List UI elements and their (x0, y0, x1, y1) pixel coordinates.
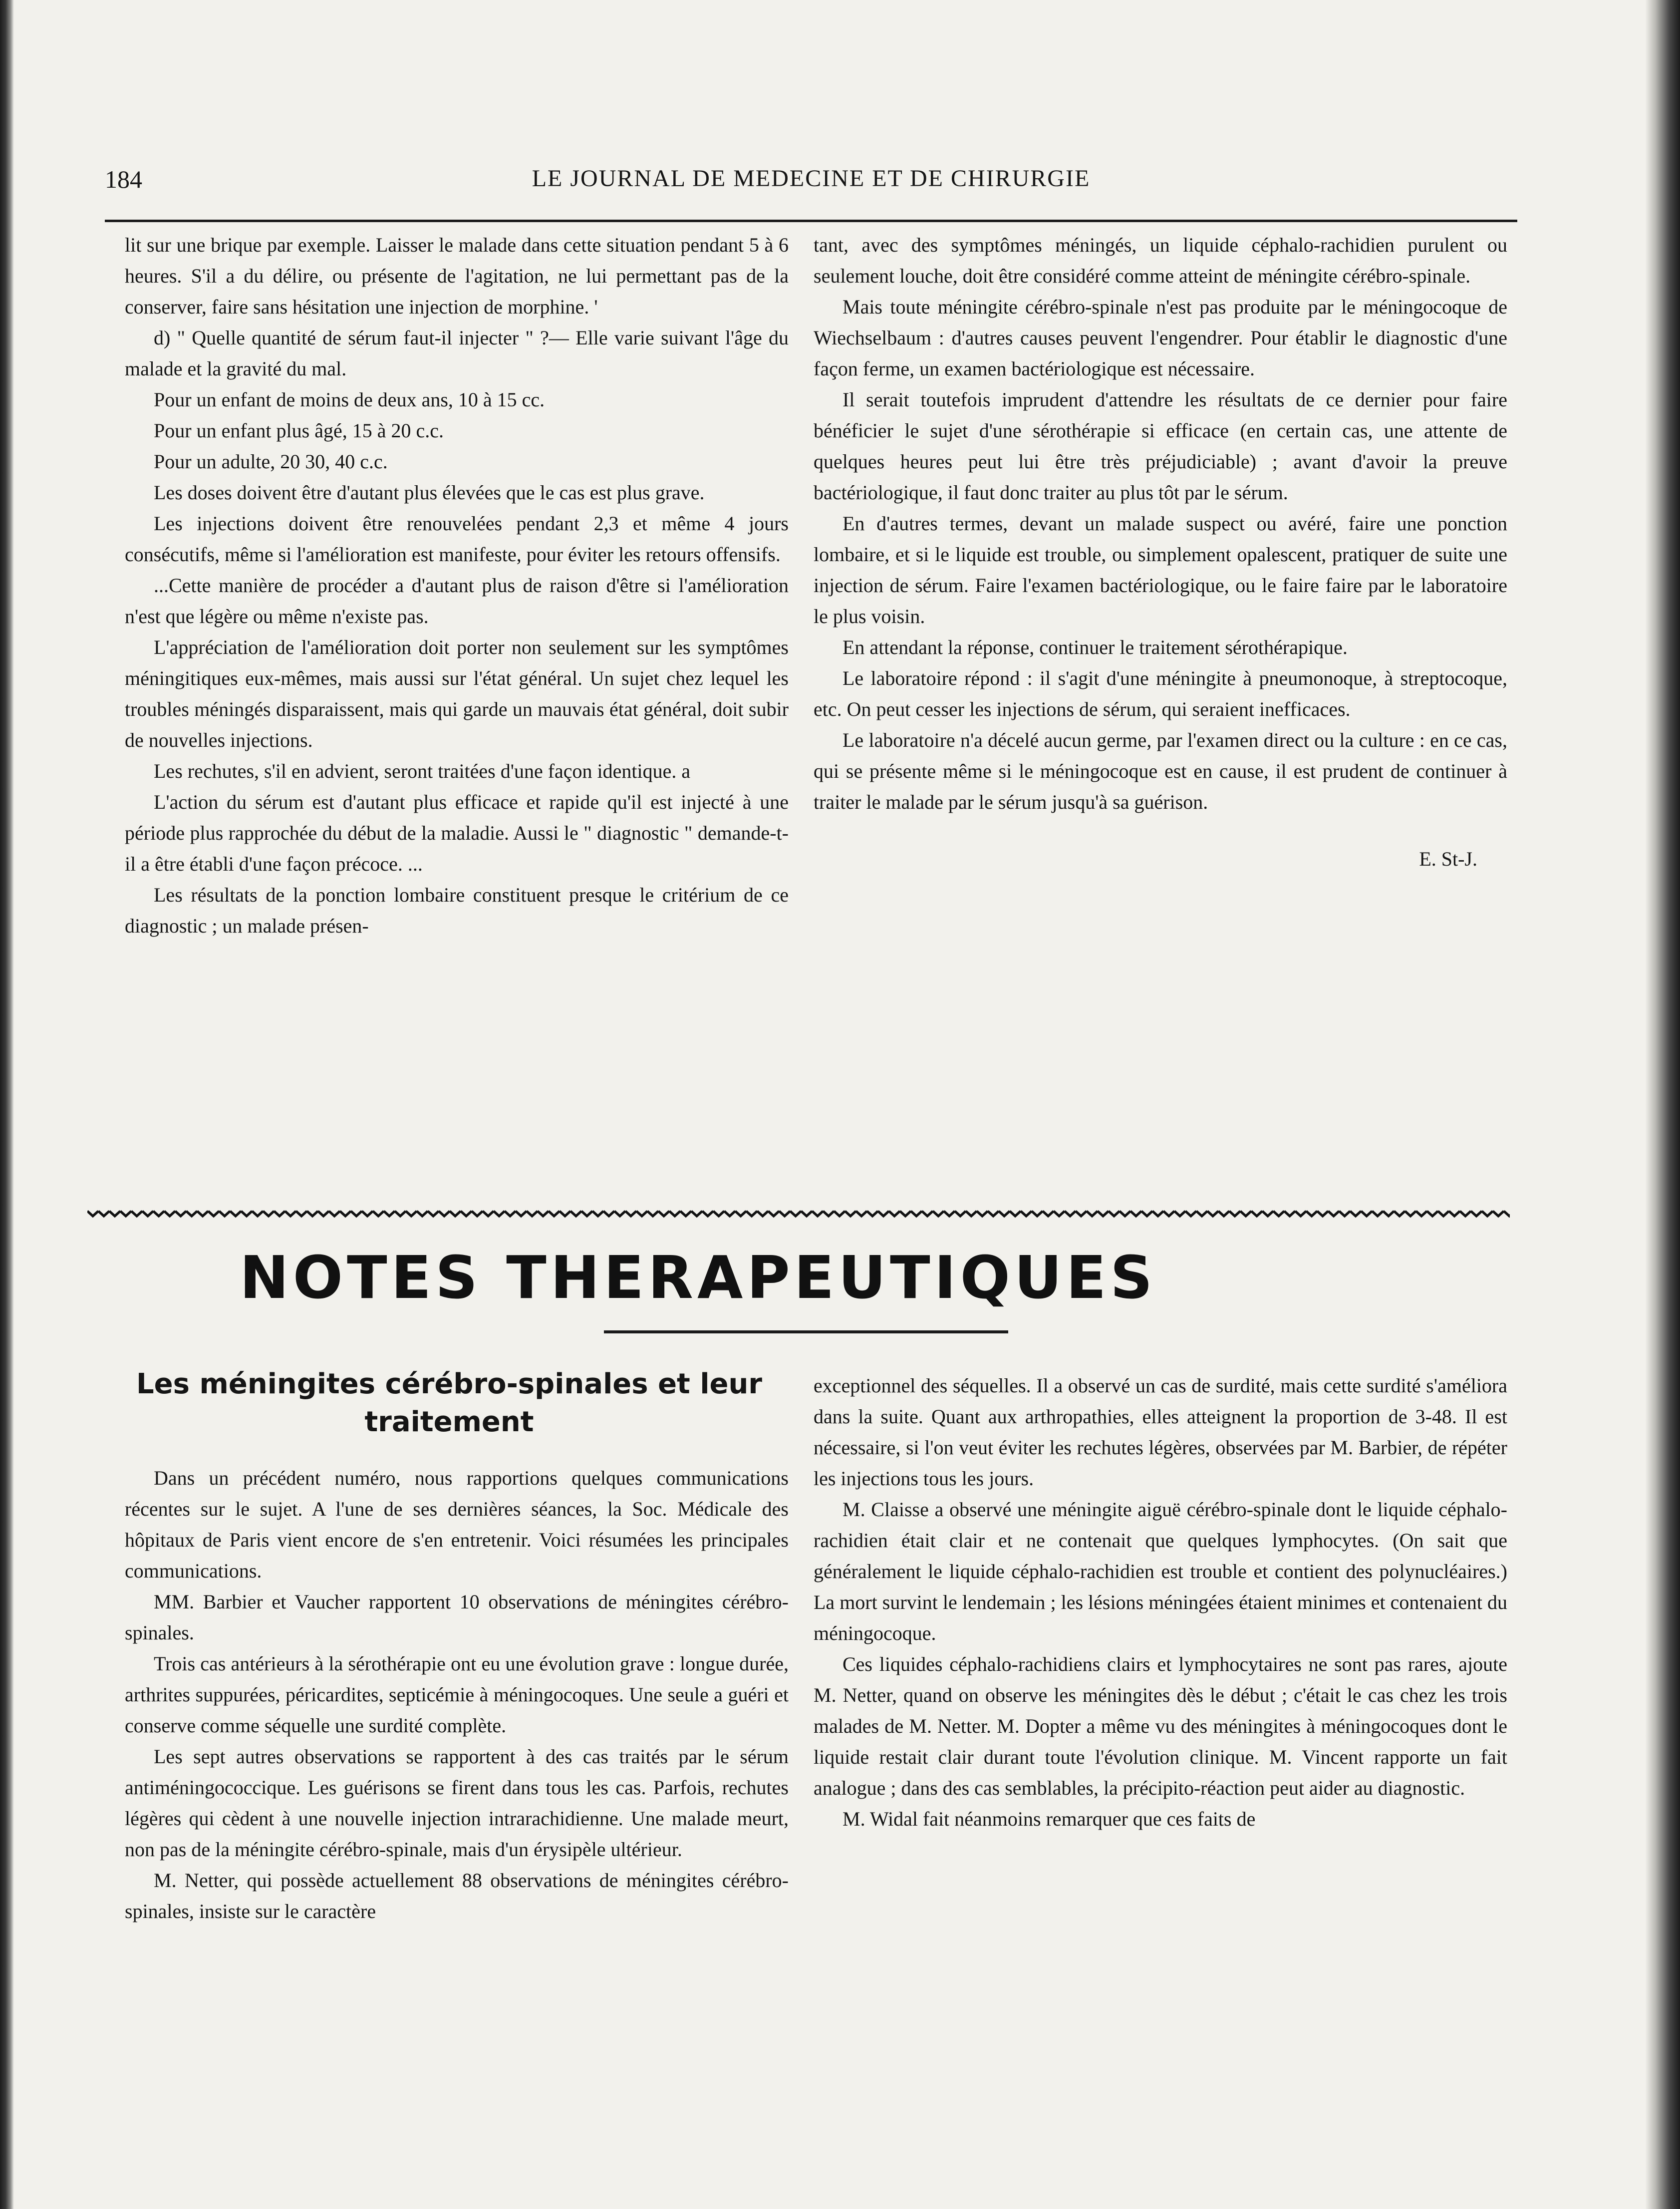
paragraph: En attendant la réponse, continuer le traitement sérothérapique. (842, 636, 1348, 658)
paragraph: M. Widal fait néanmoins remarquer que ces faits de (842, 1808, 1256, 1830)
top-left-column (125, 230, 789, 942)
dosage-line: Pour un enfant plus âgé, 15 à 20 c.c. (154, 419, 444, 442)
section-title-underline (604, 1330, 1008, 1333)
paragraph: M. Claisse a observé une méningite aiguë cérébro-spinale dont le liquide céphalo-rachidien était clair et ne contenait que quelques lymphocytes. (On sait que généralement le liquide céphalo-rachidien est trouble et contient des polynucléaires.) La mort survint le lendemain ; les lésions méningées étaient minimes et contenaient du méningocoque. (814, 1498, 1507, 1644)
paragraph: L'action du sérum est d'autant plus efficace et rapide qu'il est injecté à une période plus rapprochée du début de la maladie. Aussi le " diagnostic " demande-t-il a être établi d'une façon précoce. ... (125, 791, 789, 875)
author-signature: E. St-J. (1419, 848, 1477, 870)
paragraph: Les résultats de la ponction lombaire constituent presque le critérium de ce diagnostic ; un malade présen- (125, 884, 789, 937)
page-number: 184 (105, 165, 142, 193)
paragraph: M. Netter, qui possède actuellement 88 observations de méningites cérébro-spinales, insiste sur le caractère (125, 1869, 789, 1922)
dosage-line: Pour un adulte, 20 30, 40 c.c. (154, 450, 388, 473)
journal-title: LE JOURNAL DE MEDECINE ET DE CHIRURGIE (532, 165, 1091, 192)
paragraph: MM. Barbier et Vaucher rapportent 10 observations de méningites cérébro-spinales. (125, 1590, 789, 1644)
paragraph: lit sur une brique par exemple. Laisser le malade dans cette situation pendant 5 à 6 heures. S'il a du délire, ou présente de l'agitation, ne lui permettant pas de la conserver, faire sans hésitation une injection de morphine. ' (125, 234, 789, 318)
bottom-left-column (125, 1463, 789, 1927)
paragraph: exceptionnel des séquelles. Il a observé un cas de surdité, mais cette surdité s'améliora dans la suite. Quant aux arthropathies, elles atteignent la proportion de 3-48. Il est nécessaire, si l'on veut éviter les rechutes légères, observées par M. Barbier, de répéter les injections tous les jours. (814, 1374, 1507, 1490)
paragraph: Le laboratoire n'a décelé aucun germe, par l'examen direct ou la culture : en ce cas, qui se présente même si le méningocoque est en cause, il est prudent de continuer à traiter le malade par le sérum jusqu'à sa guérison. (814, 729, 1507, 813)
scan-edge-left (0, 0, 14, 2209)
paragraph: Ces liquides céphalo-rachidiens clairs et lymphocytaires ne sont pas rares, ajoute M. Netter, quand on observe les méningites dès le début ; c'était le cas chez les trois malades de M. Netter. M. Dopter a même vu des méningites à méningocoques dont le liquide restait clair durant toute l'évolution clinique. M. Vincent rapporte un fait analogue ; dans des cas semblables, la précipito-réaction peut aider au diagnostic. (814, 1653, 1507, 1799)
article-title: Les méningites cérébro-spinales et leur traitement (136, 1368, 762, 1438)
header-rule (105, 220, 1517, 222)
section-title: NOTES THERAPEUTIQUES (240, 1243, 1157, 1312)
paragraph: En d'autres termes, devant un malade suspect ou avéré, faire une ponction lombaire, et si le liquide est trouble, ou simplement opalescent, pratiquer de suite une injection de sérum. Faire l'examen bactériologique, ou le faire faire par le laboratoire le plus voisin. (814, 512, 1507, 628)
paragraph: Les doses doivent être d'autant plus élevées que le cas est plus grave. (154, 481, 705, 504)
paragraph: Il serait toutefois imprudent d'attendre les résultats de ce dernier pour faire bénéficier le sujet d'une sérothérapie si efficace (en certain cas, une attente de quelques heures peut lui être très préjudiciable) ; avant d'avoir la preuve bactériologique, il faut donc traiter au plus tôt par le sérum. (814, 388, 1507, 504)
paragraph: tant, avec des symptômes méningés, un liquide céphalo-rachidien purulent ou seulement louche, doit être considéré comme atteint de méningite cérébro-spinale. (814, 234, 1507, 287)
paragraph: Dans un précédent numéro, nous rapportions quelques communications récentes sur le sujet. A l'une de ses dernières séances, la Soc. Médicale des hôpitaux de Paris vient encore de s'en entretenir. Voici résumées les principales communications. (125, 1467, 789, 1582)
paragraph: Les rechutes, s'il en advient, seront traitées d'une façon identique. a (154, 760, 691, 782)
page-header (105, 165, 1517, 200)
paragraph: Mais toute méningite cérébro-spinale n'est pas produite par le méningocoque de Wiechselbaum : d'autres causes peuvent l'engendrer. Pour établir le diagnostic d'une façon ferme, un examen bactériologique est nécessaire. (814, 296, 1507, 380)
top-right-column (814, 230, 1507, 875)
paragraph: Les injections doivent être renouvelées pendant 2,3 et même 4 jours consécutifs, même si l'amélioration est manifeste, pour éviter les retours offensifs. (125, 512, 789, 566)
paragraph: ...Cette manière de procéder a d'autant plus de raison d'être si l'amélioration n'est que légère ou même n'existe pas. (125, 574, 789, 628)
paragraph: L'appréciation de l'amélioration doit porter non seulement sur les symptômes méningitiques eux-mêmes, mais aussi sur l'état général. Un sujet chez lequel les troubles méningés disparaissent, mais qui garde un mauvais état général, doit subir de nouvelles injections. (125, 636, 789, 751)
dosage-line: Pour un enfant de moins de deux ans, 10 à 15 cc. (154, 388, 545, 411)
paragraph: Trois cas antérieurs à la sérothérapie ont eu une évolution grave : longue durée, arthrites suppurées, péricardites, septicémie à méningocoques. Une seule a guéri et conserve comme séquelle une surdité complète. (125, 1652, 789, 1737)
paragraph: Les sept autres observations se rapportent à des cas traités par le sérum antiméningococcique. Les guérisons se firent dans tous les cas. Parfois, rechutes légères qui cèdent à une nouvelle injection intrarachidienne. Une malade meurt, non pas de la méningite cérébro-spinale, mais d'un érysipèle ultérieur. (125, 1745, 789, 1861)
scan-edge-right (1645, 0, 1680, 2209)
paragraph: Le laboratoire répond : il s'agit d'une méningite à pneumonoque, à streptocoque, etc. On peut cesser les injections de sérum, qui seraient inefficaces. (814, 667, 1507, 720)
paragraph: d) " Quelle quantité de sérum faut-il injecter " ?— Elle varie suivant l'âge du malade et la gravité du mal. (125, 326, 789, 380)
decorative-separator (87, 1208, 1510, 1219)
bottom-right-column (814, 1370, 1507, 1835)
